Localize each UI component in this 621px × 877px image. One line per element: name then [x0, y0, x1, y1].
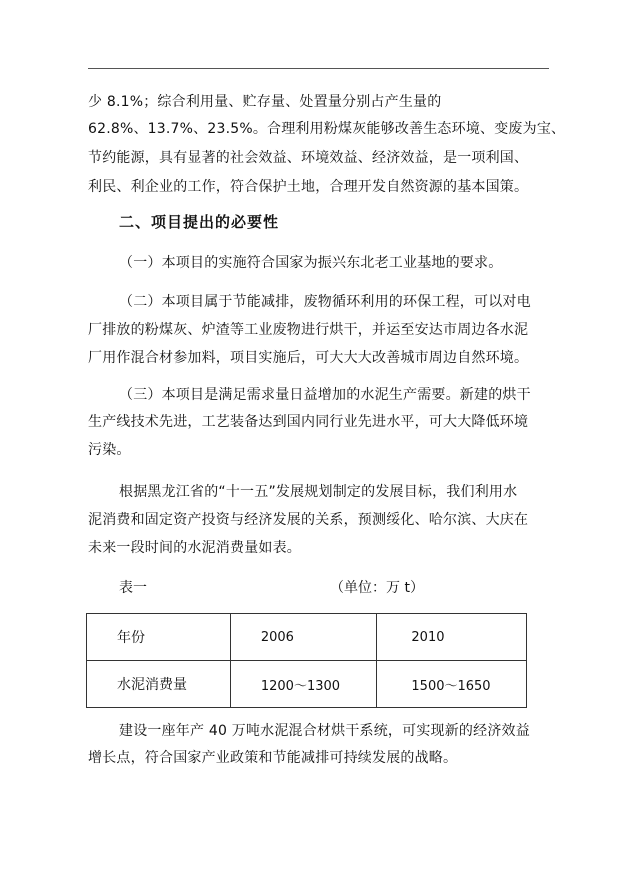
text-line: 泥消费和固定资产投资与经济发展的关系，预测绥化、哈尔滨、大庆在 [88, 512, 529, 528]
table-row [87, 614, 527, 661]
text-line: 增长点，符合国家产业政策和节能减排可持续发展的战略。 [88, 750, 458, 766]
text-line: 根据黑龙江省的“十一五”发展规划制定的发展目标，我们利用水 [119, 484, 518, 500]
table-row [87, 661, 527, 708]
text-line: 污染。 [88, 442, 131, 458]
table-cell: 年份 [87, 614, 231, 661]
text-line: 利民、利企业的工作，符合保护土地，合理开发自然资源的基本国策。 [88, 179, 529, 195]
text-line: （一）本项目的实施符合国家为振兴东北老工业基地的要求。 [119, 255, 503, 271]
text-line: 少 8.1%；综合利用量、贮存量、处置量分别占产生量的 [88, 94, 442, 110]
text-line: 建设一座年产 40 万吨水泥混合材烘干系统，可实现新的经济效益 [119, 723, 530, 739]
text-line: 厂排放的粉煤灰、炉渣等工业废物进行烘干，并运至安达市周边各水泥 [88, 322, 529, 338]
text-line: （三）本项目是满足需求量日益增加的水泥生产需要。新建的烘干 [119, 387, 531, 403]
text-line: 62.8%、13.7%、23.5%。合理利用粉煤灰能够改善生态环境、变废为宝、 [88, 121, 566, 137]
text-line: （二）本项目属于节能减排，废物循环利用的环保工程，可以对电 [119, 294, 531, 310]
text-line: 节约能源，具有显著的社会效益、环境效益、经济效益，是一项利国、 [88, 150, 529, 166]
consumption-table [86, 613, 527, 708]
table-cell: 2010 [377, 614, 527, 661]
table-label: 表一 [119, 580, 147, 596]
text-line: 未来一段时间的水泥消费量如表。 [88, 540, 301, 556]
header-rule [88, 68, 549, 69]
table-unit: （单位：万 t） [330, 580, 424, 596]
table-cell: 2006 [230, 614, 377, 661]
table-cell: 水泥消费量 [87, 661, 231, 708]
table-cell: 1200～1300 [230, 661, 377, 708]
table-cell: 1500～1650 [377, 661, 527, 708]
section-heading: 二、项目提出的必要性 [119, 213, 280, 231]
text-line: 厂用作混合材参加料，项目实施后，可大大大改善城市周边自然环境。 [88, 350, 529, 366]
text-line: 生产线技术先进，工艺装备达到国内同行业先进水平，可大大降低环境 [88, 414, 529, 430]
